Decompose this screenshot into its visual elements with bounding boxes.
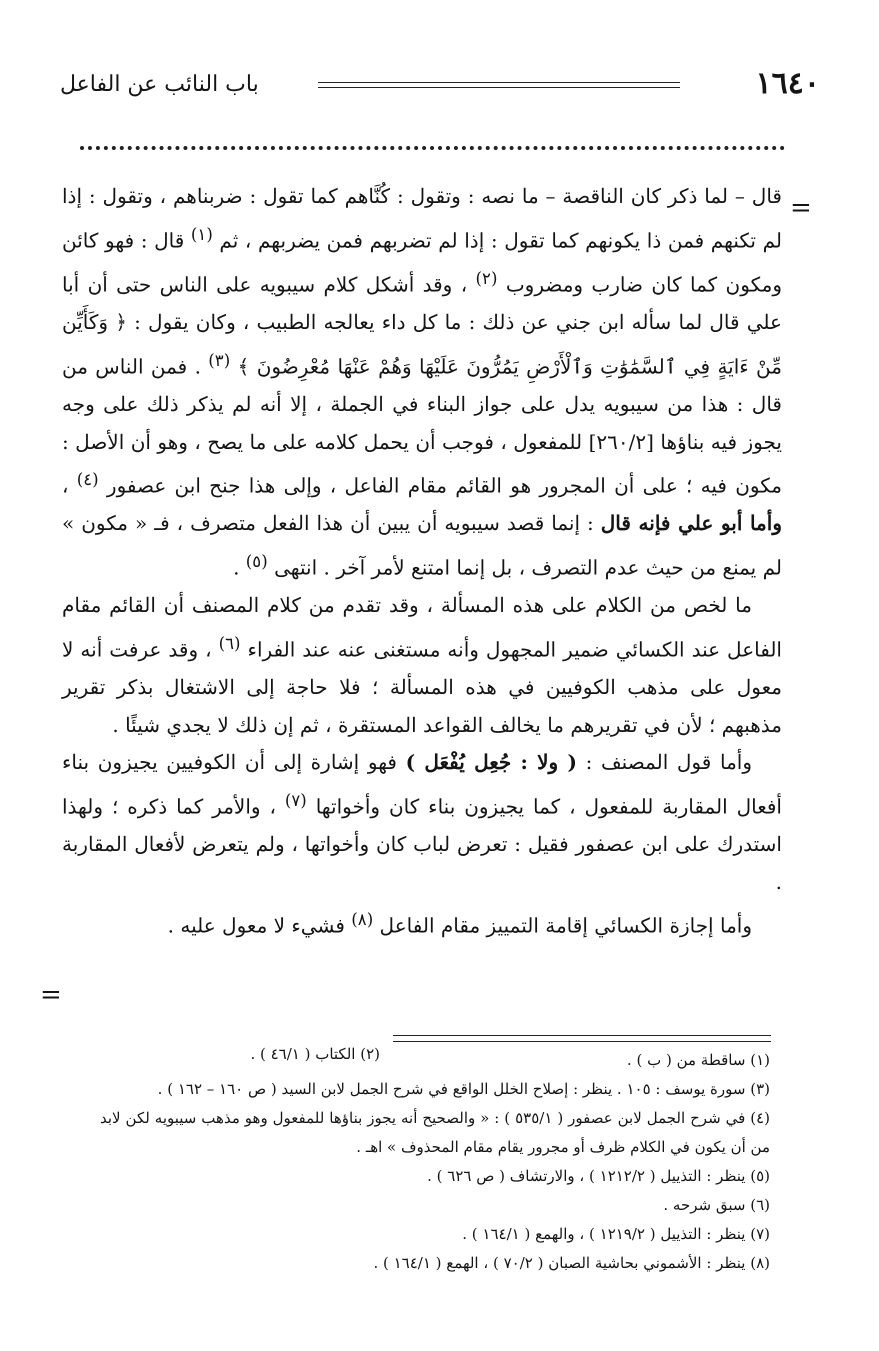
page-header [60, 66, 820, 110]
footnote: (٢) الكتاب ( ٤٦/١ ) . [250, 1045, 380, 1063]
text-run: وأما قول المصنف : [576, 750, 752, 775]
main-text [62, 178, 782, 946]
text-run: فشيء لا معول عليه . [167, 913, 352, 938]
bold-text: وأما أبو علي فإنه قال [600, 511, 782, 536]
footnote: (٣) سورة يوسف : ١٠٥ . ينظر : إصلاح الخلل الواقع في شرح الجمل لابن السيد ( ص ١٦٠ – ١٦٢ ) . [157, 1080, 770, 1098]
footnote: (٤) في شرح الجمل لابن عصفور ( ٥٣٥/١ ) : « والصحيح أنه يجوز بناؤها للمفعول وهو مذهب سيبويه لكن لابد من أن يكون في الكلام ظرف أو مجرور يقام مقام المحذوف » اهـ . [100, 1109, 770, 1156]
dotted-separator [80, 146, 785, 150]
footnote: (٥) ينظر : التذييل ( ١٢١٢/٢ ) ، والارتشاف ( ص ٦٢٦ ) . [427, 1167, 770, 1185]
paragraph [62, 901, 782, 945]
header-rule [318, 87, 680, 88]
text-run: ، والأمر كما ذكره ؛ ولهذا استدرك على ابن عصفور فقيل : تعرض لباب كان وأخواتها ، ولم يتعرض لأفعال المقاربة . [62, 794, 782, 894]
header-rule [318, 82, 680, 83]
footnote-ref: (٢) [475, 268, 498, 288]
footnote: (٦) سبق شرحه . [663, 1196, 770, 1214]
footnote-ref: (١) [190, 224, 213, 244]
footnote-ref: (٤) [76, 470, 99, 490]
footnote: (٧) ينظر : التذييل ( ١٢١٩/٢ ) ، والهمع ( ١٦٤/١ ) . [462, 1225, 770, 1243]
footnote-ref: (٣) [208, 350, 231, 370]
footnotes [100, 1046, 770, 1278]
chapter-title: باب النائب عن الفاعل [60, 72, 259, 97]
footnote-rule [393, 1035, 771, 1036]
footnote-ref: (٧) [284, 790, 307, 810]
text-run: : إنما قصد سيبويه أن يبين أن هذا الفعل متصرف ، فـ « مكون » لم يمنع من حيث عدم التصرف ، بل إنما امتنع لأمر آخر . انتهى [62, 511, 782, 580]
footnote: (٨) ينظر : الأشموني بحاشية الصبان ( ٧٠/٢ ) ، الهمع ( ١٦٤/١ ) . [373, 1254, 770, 1272]
footnote-ref: (٦) [218, 633, 241, 653]
footnote-ref: (٥) [245, 551, 268, 571]
text-run: وأما إجازة الكسائي إقامة التمييز مقام الفاعل [373, 913, 752, 938]
page-number: ١٦٤٠ [755, 66, 820, 101]
text-run: فهو إشارة إلى أن الكوفيين يجيزون بناء أفعال المقاربة للمفعول ، كما يجيزون بناء كان وأخواتها [62, 750, 782, 819]
text-run: . [233, 555, 246, 580]
paragraph [62, 744, 782, 901]
text-run: . فمن الناس من قال : هذا من سيبويه يدل على جواز البناء في الجملة ، إلا أنه لم يذكر ذلك على وجه يجوز فيه بناؤها [٢٦٠/٢] للمفعول ، فوجب أن يحمل كلامه على ما يصح ، وهو أن الأصل : مكون فيه ؛ على أن المجرور هو القائم مقام الفاعل ، وإلى هذا جنح ابن عصفور [62, 354, 783, 498]
footnote: (١) ساقطة من ( ب ) . [626, 1051, 770, 1069]
paragraph [62, 178, 782, 587]
text-run: ، وقد عرفت أنه لا معول على مذهب الكوفيين في هذه المسألة ؛ فلا حاجة إلى الاشتغال بذكر تقرير مذهبهم ؛ لأن في تقريرهم ما يخالف القواعد المستقرة ، ثم إن ذلك لا يجدي شيئًا . [62, 637, 782, 737]
text-run: قال – لما ذكر كان الناقصة – ما نصه : وتقول : كُنَّاهم كما تقول : ضربناهم ، وتقول : إذا لم تكنهم فمن ذا يكونهم كما تقول : إذا لم تضربهم فمن يضربهم ، ثم [62, 184, 782, 253]
text-run: ، [62, 473, 77, 498]
paragraph [62, 587, 782, 744]
text-run: ما لخص من الكلام على هذه المسألة ، وقد تقدم من كلام المصنف أن القائم مقام الفاعل عند الكسائي ضمير المجهول وأنه مستغنى عنه عند الفراء [62, 593, 782, 662]
footnote-rule [393, 1041, 771, 1042]
bold-text: ( ولا : جُعِل يُفْعَل ) [405, 750, 577, 775]
text-run: ، وقد أشكل كلام سيبويه على الناس حتى أن أبا علي قال لما سأله ابن جني عن ذلك : ما كل داء يعالجه الطبيب ، وكان يقول : ﴿ وَكَأَيِّن مِّنْ ءَايَةٍ فِي ٱلسَّمَٰوَٰتِ وَٱلْأَرْضِ يَمُرُّونَ عَلَيْهَا وَهُمْ عَنْهَا مُعْرِضُونَ ﴾ [62, 272, 782, 379]
text-run: قال : فهو كائن ومكون كما كان ضارب ومضروب [62, 228, 782, 297]
footnote-ref: (٨) [351, 910, 374, 930]
continuation-marker-start: = [790, 193, 812, 223]
footnote-row [100, 1046, 770, 1075]
continuation-marker-end: = [40, 980, 62, 1010]
